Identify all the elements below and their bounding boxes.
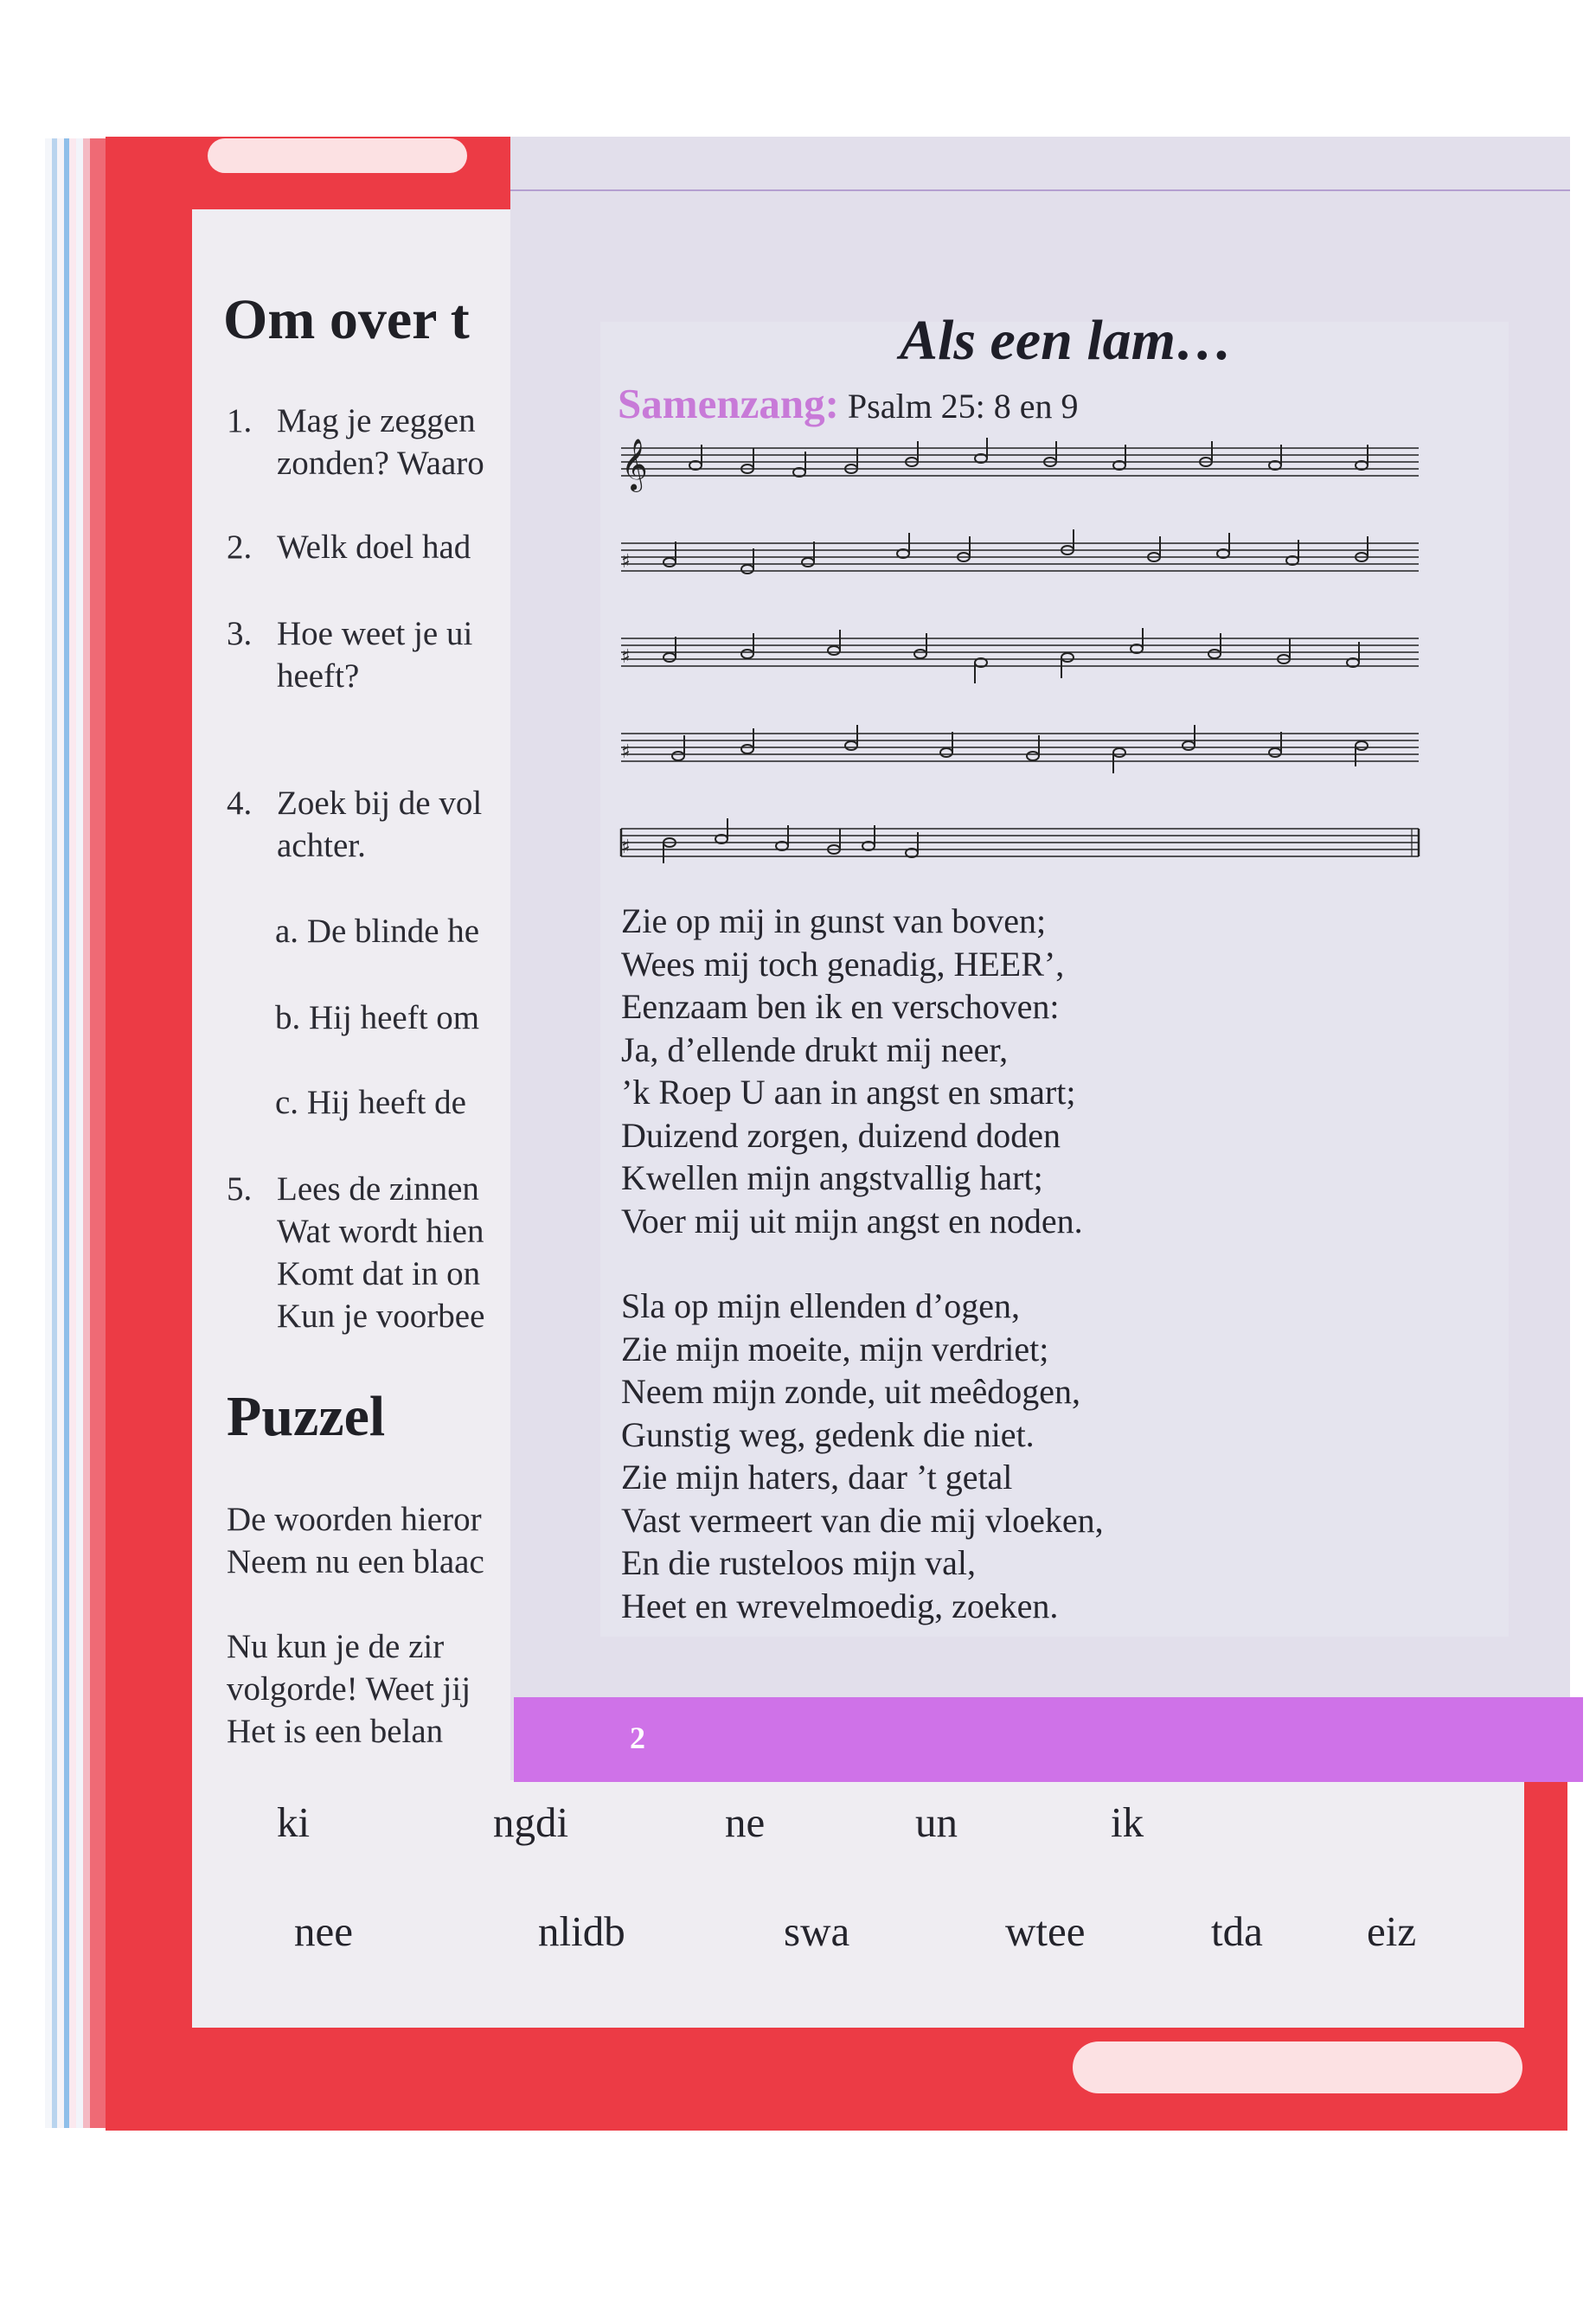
question-3 — [227, 612, 472, 697]
question-text: Wat wordt hien — [277, 1213, 484, 1250]
lyric-line: Wees mij toch genadig, HEER’, — [621, 944, 1065, 984]
lyric-line: Vast vermeert van die mij vloeken, — [621, 1500, 1104, 1540]
subtitle-label: Samenzang: — [618, 380, 839, 427]
key-signature-icon: ♯ — [621, 646, 631, 668]
puzzle-line: Het is een belan — [227, 1713, 444, 1750]
sub-item-c — [275, 1081, 466, 1124]
question-text: Kun je voorbee — [277, 1298, 485, 1335]
lyric-line: Neem mijn zonde, uit meêdogen, — [621, 1372, 1080, 1411]
question-number: 2. — [227, 529, 253, 566]
syllable: ik — [1111, 1798, 1144, 1846]
question-text: Hoe weet je ui — [277, 615, 473, 652]
question-5 — [227, 1168, 484, 1337]
lyric-line: ’k Roep U aan in angst en smart; — [621, 1073, 1076, 1112]
question-number: 5. — [227, 1170, 253, 1208]
sub-item-text: De blinde he — [306, 913, 480, 950]
question-1 — [227, 400, 484, 484]
question-number: 3. — [227, 615, 253, 652]
staff-4 — [621, 734, 1419, 761]
lyric-line: Voer mij uit mijn angst en noden. — [621, 1201, 1083, 1240]
question-text: zonden? Waaro — [277, 445, 484, 482]
question-text: heeft? — [277, 657, 360, 695]
cover-wear-bottom — [1073, 2041, 1522, 2093]
lyric-line: En die rusteloos mijn val, — [621, 1543, 976, 1582]
lyric-line: Sla op mijn ellenden d’ogen, — [621, 1286, 1021, 1325]
song-title: Als een lam… — [900, 309, 1234, 372]
lyric-line: Kwellen mijn angstvallig hart; — [621, 1158, 1043, 1197]
page-edge-stack — [45, 138, 106, 2128]
page-number: 2 — [630, 1721, 645, 1755]
key-signature-icon: ♯ — [621, 836, 631, 858]
staff-3 — [621, 638, 1419, 666]
syllable: ne — [725, 1798, 766, 1846]
key-signature-icon: ♯ — [621, 741, 631, 763]
lyric-line: Zie op mij in gunst van boven; — [621, 901, 1047, 940]
question-text: Lees de zinnen — [277, 1170, 479, 1208]
sub-item-b — [275, 997, 479, 1039]
puzzle-title: Puzzel — [227, 1385, 386, 1448]
lyric-line: Heet en wrevelmoedig, zoeken. — [621, 1586, 1059, 1625]
puzzle-text — [227, 1498, 484, 1753]
puzzle-line: Neem nu een blaac — [227, 1543, 484, 1580]
staff-1 — [621, 448, 1419, 476]
key-signature-icon: ♯ — [621, 551, 631, 573]
question-number: 4. — [227, 785, 253, 822]
page-footer-band — [514, 1697, 1583, 1782]
puzzle-line: Nu kun je de zir — [227, 1628, 445, 1665]
song-subtitle — [618, 379, 1079, 428]
sub-item-letter: a. — [275, 913, 299, 950]
syllable: ngdi — [493, 1798, 569, 1846]
sheet-music — [618, 433, 1422, 882]
syllable: un — [915, 1798, 958, 1846]
syllable: nee — [294, 1907, 353, 1955]
syllable: eiz — [1367, 1907, 1417, 1955]
lyric-line: Zie mijn moeite, mijn verdriet; — [621, 1329, 1049, 1368]
puzzle-line: volgorde! Weet jij — [227, 1670, 471, 1708]
question-text: Zoek bij de vol — [277, 785, 483, 822]
cover-wear-top — [208, 138, 467, 173]
question-2 — [227, 526, 471, 568]
page-heading: Om over t — [223, 288, 470, 351]
sub-item-a — [275, 910, 479, 952]
header-rule — [510, 189, 1570, 191]
sub-item-text: Hij heeft de — [306, 1084, 466, 1121]
syllable: nlidb — [538, 1907, 625, 1955]
question-text: Mag je zeggen — [277, 402, 476, 439]
question-number: 1. — [227, 402, 253, 439]
puzzle-line: De woorden hieror — [227, 1501, 482, 1538]
lyric-line: Ja, d’ellende drukt mij neer, — [621, 1029, 1009, 1069]
sub-item-letter: b. — [275, 999, 301, 1036]
question-text: achter. — [277, 827, 366, 864]
treble-clef-icon: 𝄞 — [621, 439, 648, 490]
syllable: tda — [1211, 1907, 1263, 1955]
syllable: ki — [277, 1798, 311, 1846]
song-lyrics — [621, 900, 1400, 1627]
question-text: Welk doel had — [277, 529, 471, 566]
sub-item-letter: c. — [275, 1084, 299, 1121]
lyric-line: Gunstig weg, gedenk die niet. — [621, 1414, 1035, 1454]
question-text: Komt dat in on — [277, 1255, 481, 1292]
music-notes — [663, 438, 1368, 863]
lyric-line: Duizend zorgen, duizend doden — [621, 1115, 1061, 1155]
syllable: wtee — [1005, 1907, 1086, 1955]
psalm-reference: Psalm 25: 8 en 9 — [847, 387, 1079, 426]
lyric-line: Zie mijn haters, daar ’t getal — [621, 1458, 1013, 1497]
question-4 — [227, 782, 482, 867]
syllable: swa — [784, 1907, 850, 1955]
lyric-line: Eenzaam ben ik en verschoven: — [621, 987, 1060, 1026]
sub-item-text: Hij heeft om — [309, 999, 480, 1036]
staff-5 — [621, 829, 1419, 856]
